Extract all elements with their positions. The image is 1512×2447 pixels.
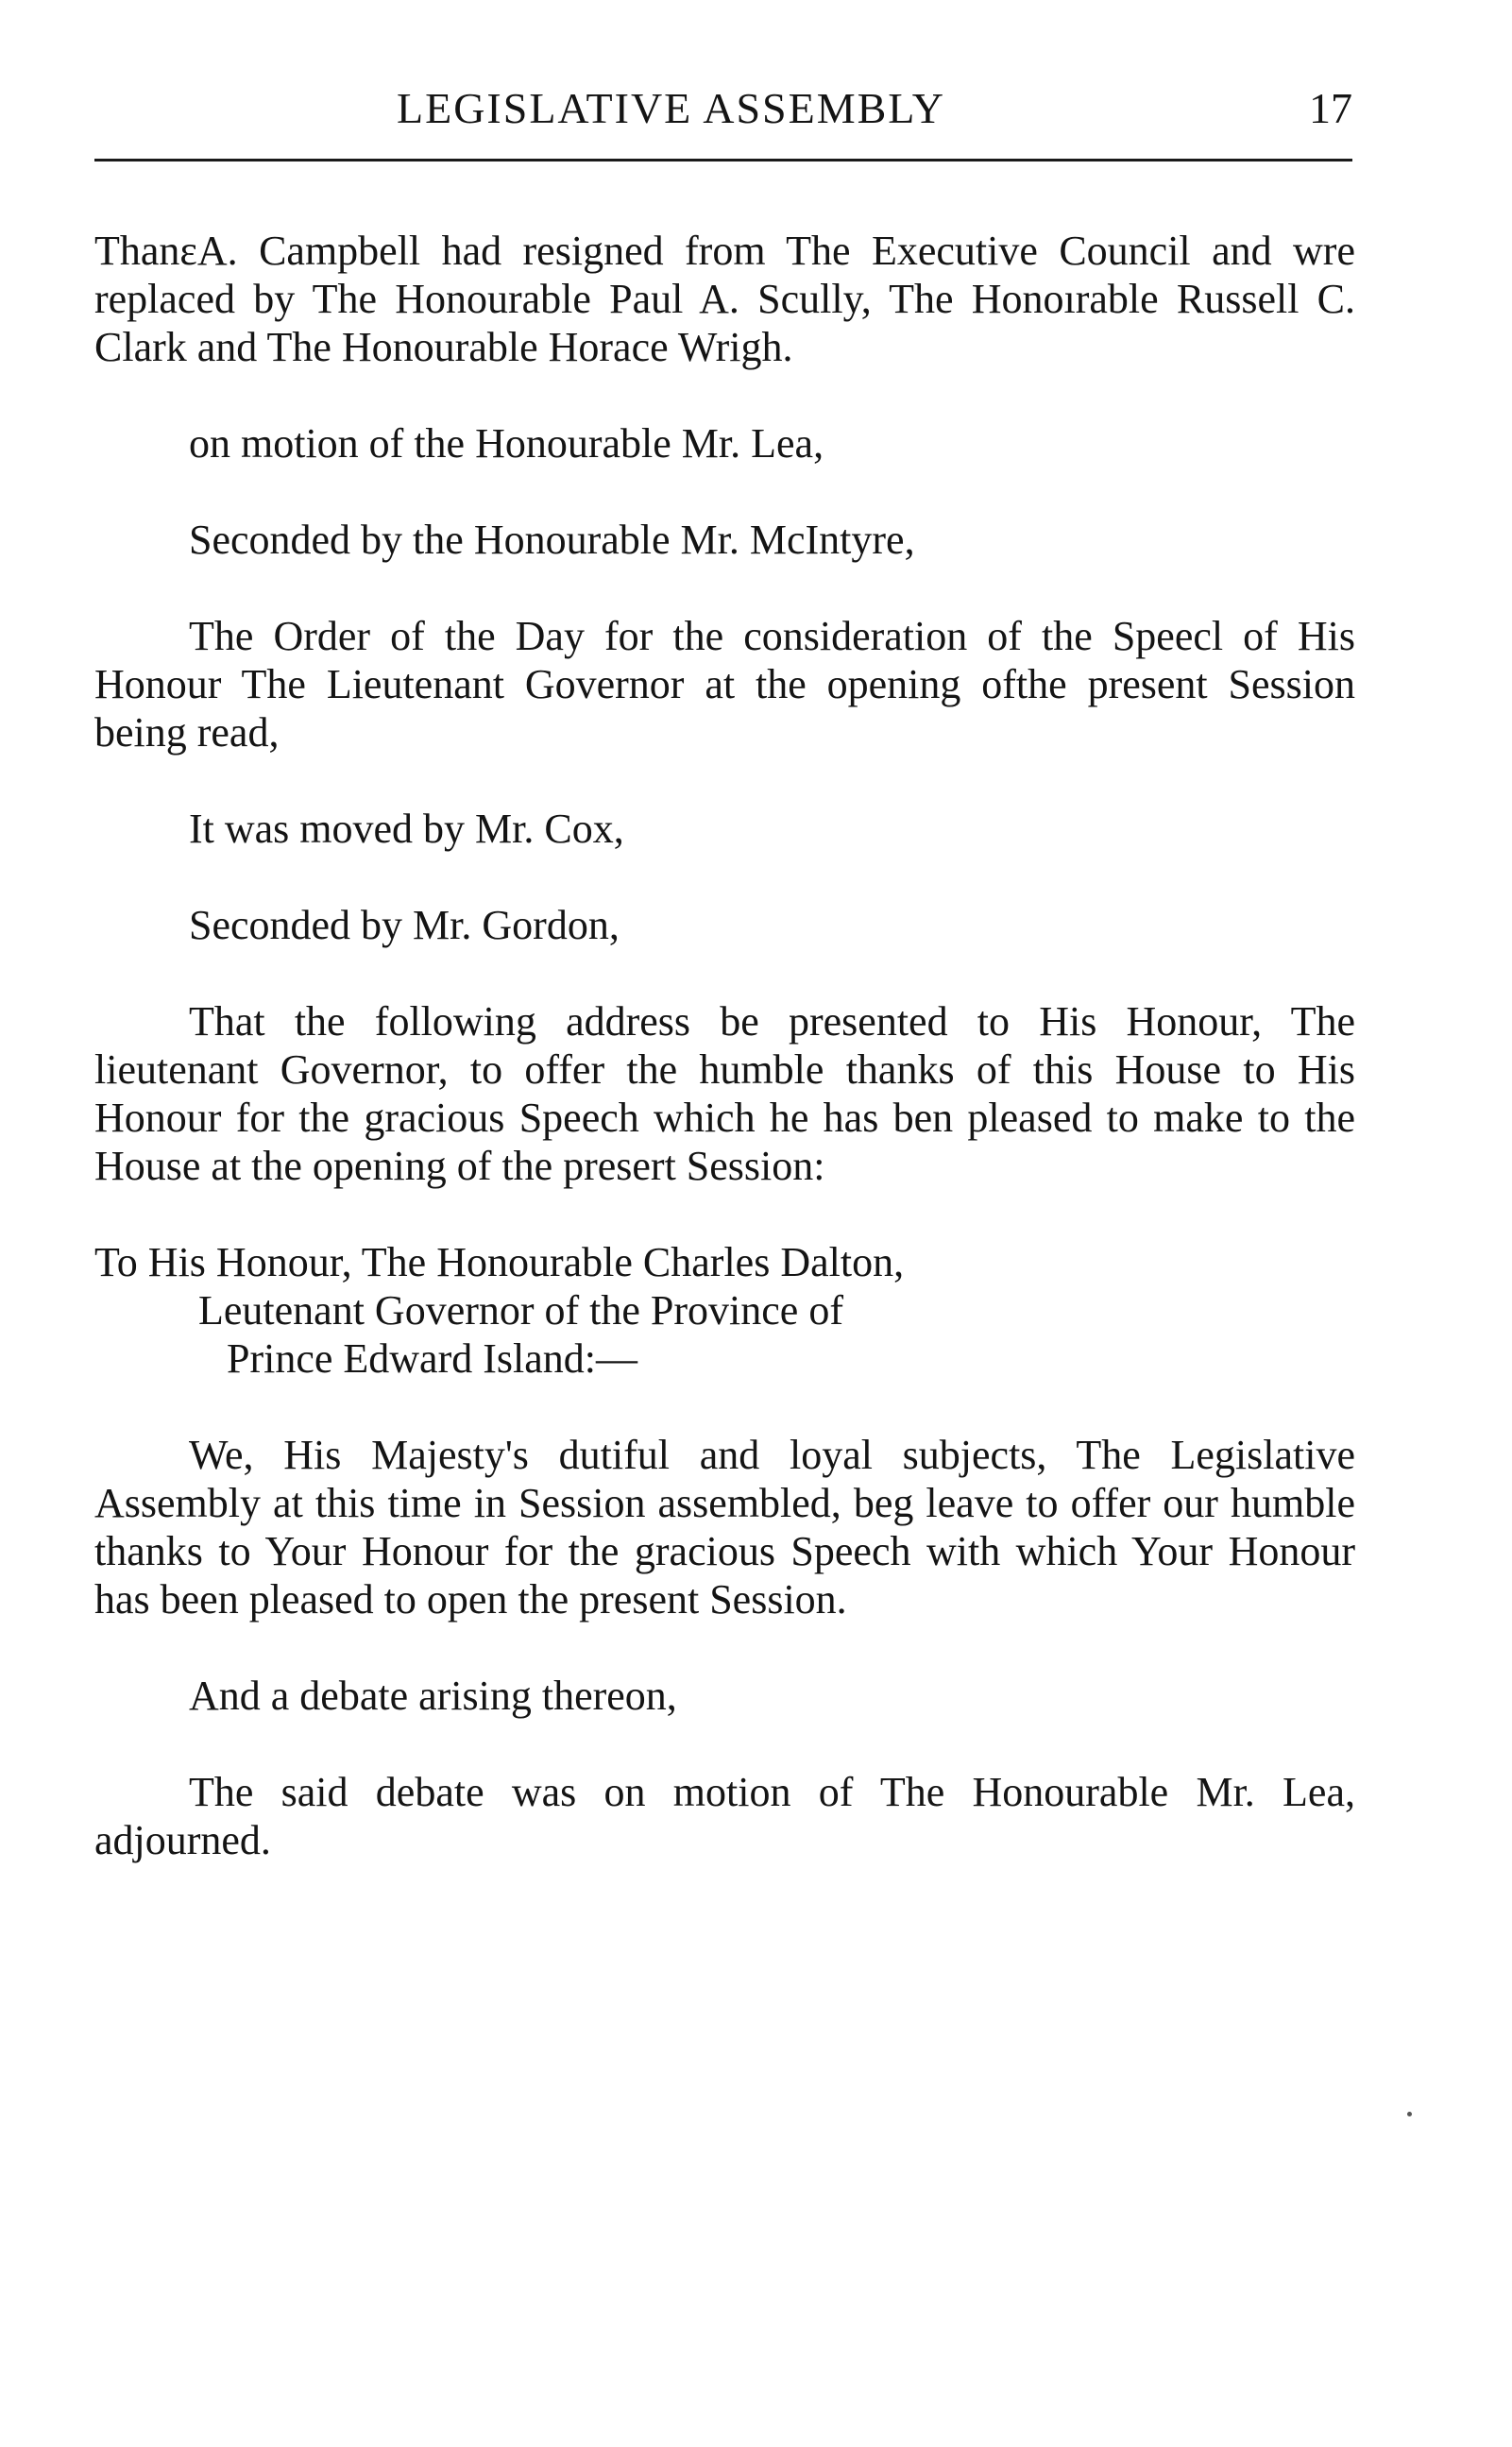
paragraph-motion: on motion of the Honourable Mr. Lea, [189,420,824,467]
paragraph-resignation: ThanεA. Campbell had resigned from The Executive Council and wre replaced by The Honourable Paul A. Scully, The Honoırable Russell C. Clark and The Honourable Horace Wrigh. [94,228,1355,370]
body-text [94,227,1355,1912]
page-number: 17 [1309,84,1352,132]
print-speck [1407,2112,1412,2116]
address-line: Prince Edward Island:— [227,1335,637,1382]
address-salutation [94,1238,1355,1383]
page-header [94,83,1352,149]
address-line: Leutenant Governor of the Province of [198,1287,843,1334]
header-rule [94,159,1352,161]
running-head: LEGISLATIVE ASSEMBLY [397,84,946,132]
paragraph-moved-by: It was moved by Mr. Cox, [189,806,624,852]
paragraph-address-motion: That the following address be presented to His Honour, The lieutenant Governor, to offer the humble thanks of this House to His Honour for the gracious Speech which he has ben pleased to make to the House at the opening of the presert Session: [94,998,1355,1189]
paragraph-debate: And a debate arising thereon, [189,1673,677,1719]
paragraph-address-body: We, His Majesty's dutiful and loyal subjects, The Legislative Assembly at this time in Session assembled, beg leave to offer our humble thanks to Your Honour for the gracious Speech with which Your Honour has been pleased to open the present Session. [94,1432,1355,1623]
paragraph-order-of-day: The Order of the Day for the consideration of the Speecl of His Honour The Lieutenant Governor at the opening ofthe present Session being read, [94,613,1355,756]
paragraph-seconded-by: Seconded by Mr. Gordon, [189,902,620,948]
paragraph-seconded: Seconded by the Honourable Mr. McIntyre, [189,517,915,563]
address-line: To His Honour, The Honourable Charles Dalton, [94,1239,905,1285]
paragraph-adjourned: The said debate was on motion of The Honourable Mr. Lea, adjourned. [94,1769,1355,1863]
